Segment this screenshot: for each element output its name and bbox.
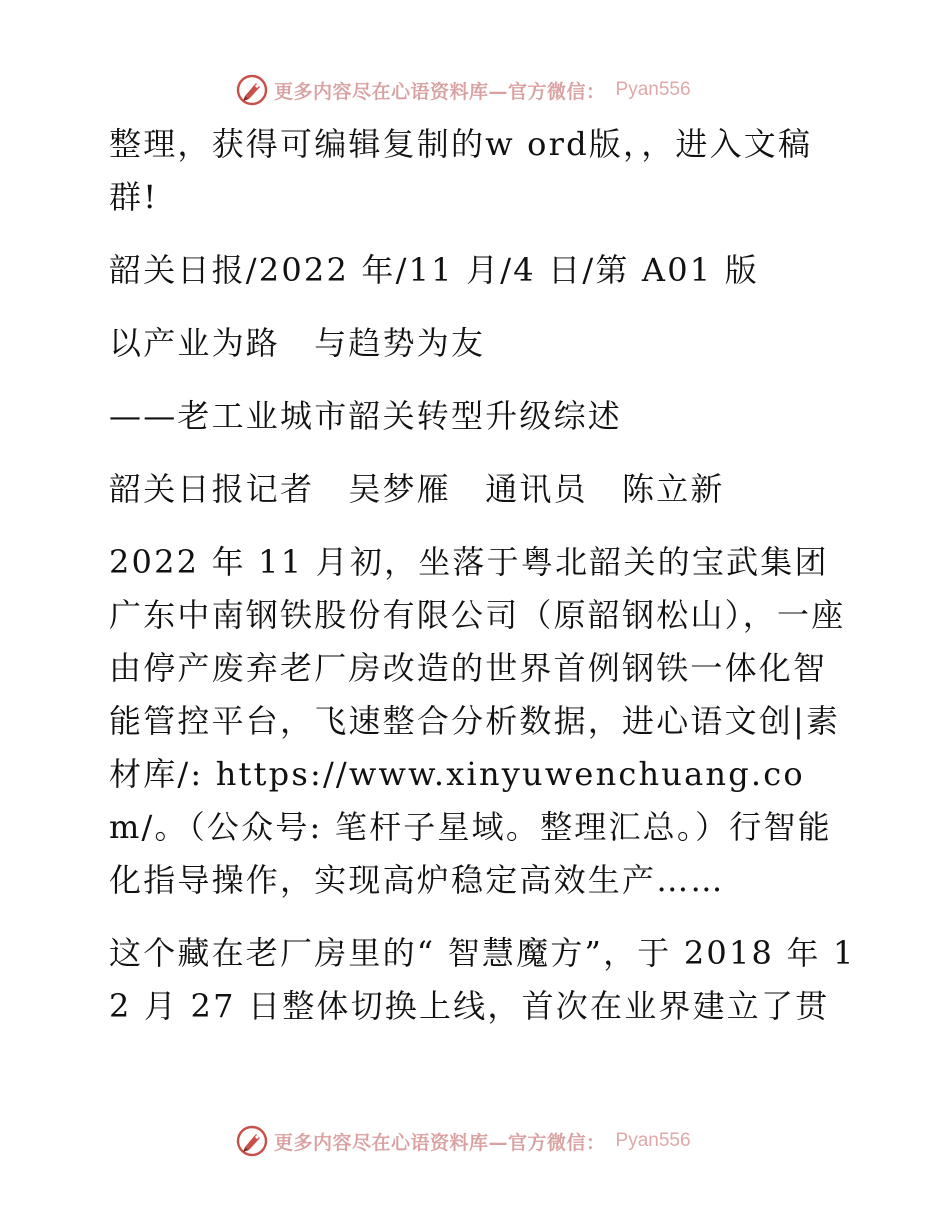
body-paragraph-2: 这个藏在老厂房里的“ 智慧魔方”，于 2018 年 12 月 27 日整体切换上线，首次在业界建立了贯 (109, 934, 856, 1025)
article-subtitle: ——老工业城市韶关转型升级综述 (109, 397, 623, 435)
watermark-wechat-id: Pyan556 (615, 1130, 691, 1151)
header-watermark (236, 73, 691, 107)
article-body (97, 118, 857, 1053)
body-paragraph-1: 2022 年 11 月初，坐落于粤北韶关的宝武集团广东中南钢铁股份有限公司（原韶钢松山），一座由停产废弃老厂房改造的世界首例钢铁一体化智能管控平台，飞速整合分析数据，进心语文创|素材库/: https://www.xinyuwenchuang.com/。（公众号: 笔杆子星域。整理汇总。）行智能化指导操作，实现高炉稳定高效生产…… (109, 543, 846, 899)
pen-logo-icon (236, 1125, 268, 1157)
article-title: 以产业为路 与趋势为友 (109, 324, 486, 362)
pen-logo-icon (236, 74, 268, 106)
watermark-wechat-id: Pyan556 (615, 79, 691, 100)
intro-paragraph: 整理，获得可编辑复制的w ord版，，进入文稿群! (109, 125, 813, 216)
watermark-text: 更多内容尽在心语资料库—官方微信： (274, 80, 606, 103)
watermark-text: 更多内容尽在心语资料库—官方微信： (274, 1131, 606, 1154)
byline: 韶关日报记者 吴梦雁 通讯员 陈立新 (109, 470, 725, 508)
footer-watermark (236, 1124, 691, 1158)
source-line: 韶关日报/2022 年/11 月/4 日/第 A01 版 (109, 251, 759, 289)
